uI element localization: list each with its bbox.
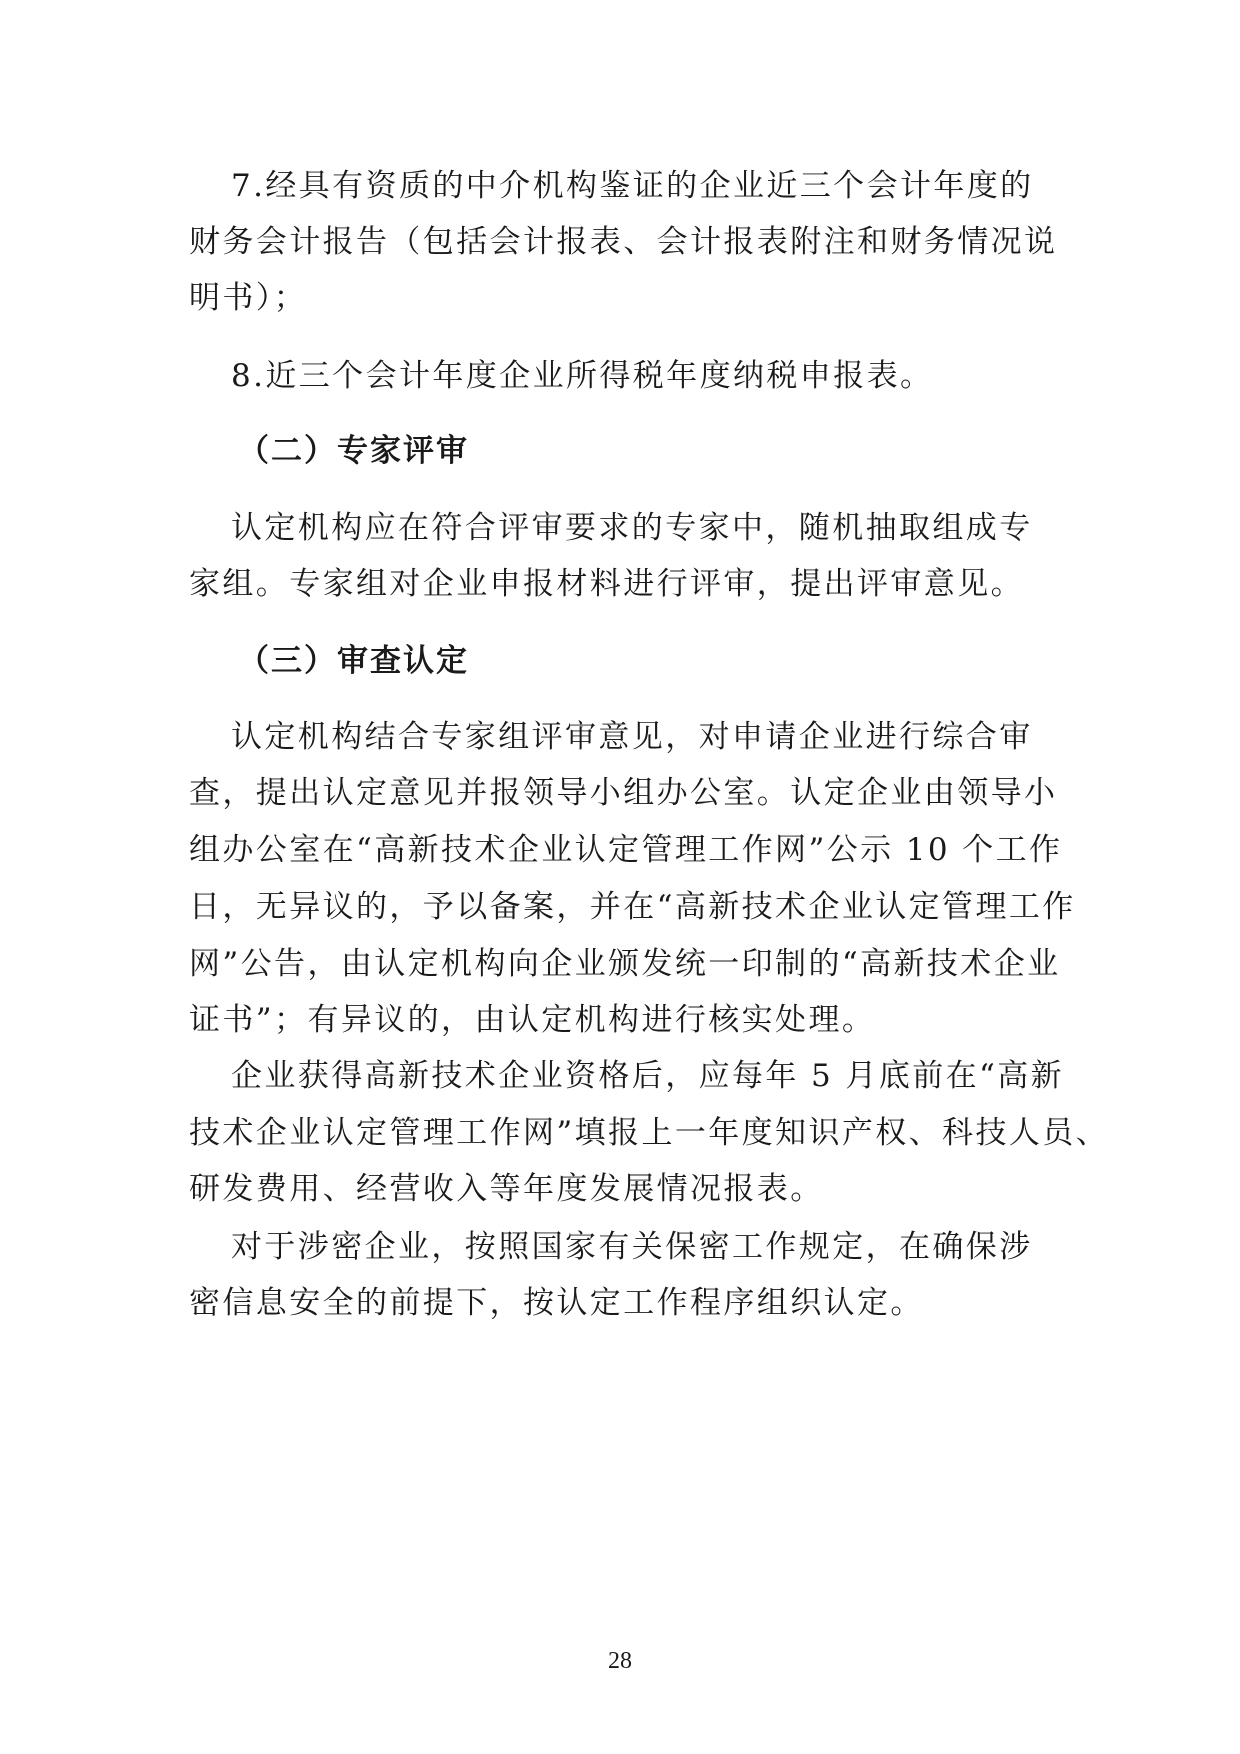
paragraph-classified-line-2: 密信息安全的前提下，按认定工作程序组织认定。 xyxy=(189,1285,924,1321)
paragraph-classified-line-1: 对于涉密企业，按照国家有关保密工作规定，在确保涉 xyxy=(231,1229,1033,1265)
paragraph-review-line-3: 组办公室在“高新技术企业认定管理工作网”公示 10 个工作 xyxy=(189,832,1063,868)
section-heading-expert-review: （二）专家评审 xyxy=(238,433,469,469)
section-heading-review-approval: （三）审查认定 xyxy=(238,643,469,679)
paragraph-expert-review-line-1: 认定机构应在符合评审要求的专家中，随机抽取组成专 xyxy=(231,510,1033,546)
paragraph-annual-report-line-3: 研发费用、经营收入等年度发展情况报表。 xyxy=(189,1171,824,1207)
paragraph-annual-report-line-1: 企业获得高新技术企业资格后，应每年 5 月底前在“高新 xyxy=(231,1058,1065,1094)
paragraph-review-line-6: 证书”；有异议的，由认定机构进行核实处理。 xyxy=(189,1002,876,1038)
paragraph-review-line-5: 网”公告，由认定机构向企业颁发统一印制的“高新技术企业 xyxy=(189,946,1061,982)
paragraph-review-line-4: 日，无异议的，予以备案，并在“高新技术企业认定管理工作 xyxy=(189,889,1076,925)
paragraph-item-7-line-1: 7.经具有资质的中介机构鉴证的企业近三个会计年度的 xyxy=(231,168,1034,204)
paragraph-item-8: 8.近三个会计年度企业所得税年度纳税申报表。 xyxy=(231,358,934,394)
paragraph-item-7-line-3: 明书）； xyxy=(189,280,308,316)
paragraph-review-line-1: 认定机构结合专家组评审意见，对申请企业进行综合审 xyxy=(231,719,1033,755)
paragraph-review-line-2: 查，提出认定意见并报领导小组办公室。认定企业由领导小 xyxy=(189,775,1058,811)
page-number: 28 xyxy=(608,1648,632,1674)
paragraph-annual-report-line-2: 技术企业认定管理工作网”填报上一年度知识产权、科技人员、 xyxy=(189,1115,1110,1151)
paragraph-expert-review-line-2: 家组。专家组对企业申报材料进行评审，提出评审意见。 xyxy=(189,566,1024,602)
paragraph-item-7-line-2: 财务会计报告（包括会计报表、会计报表附注和财务情况说 xyxy=(189,224,1058,260)
